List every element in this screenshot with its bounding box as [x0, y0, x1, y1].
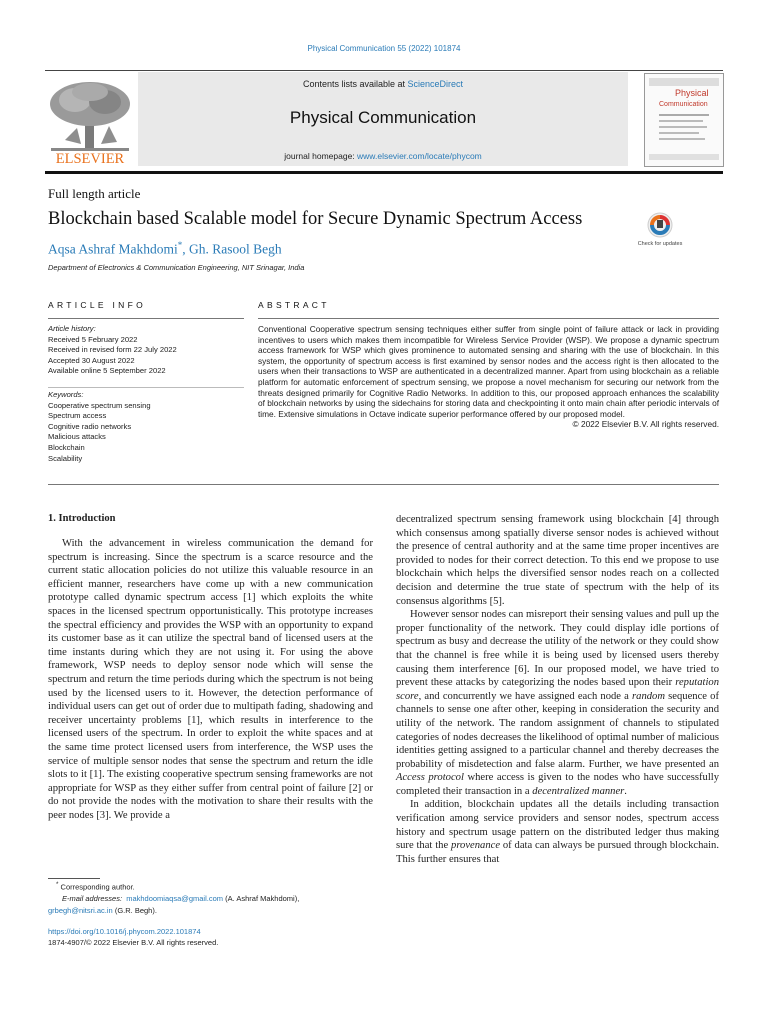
abstract-rule — [258, 318, 719, 319]
doi-block — [48, 926, 218, 948]
section-title: 1. Introduction — [48, 513, 116, 524]
email-link-2[interactable]: grbegh@nitsri.ac.in — [48, 905, 113, 915]
keyword: Malicious attacks — [48, 432, 106, 442]
email-label: E-mail addresses: — [62, 894, 123, 904]
history-item: Received in revised form 22 July 2022 — [48, 345, 177, 355]
paragraph — [396, 608, 719, 798]
footnote-marker: * — [56, 881, 59, 888]
author-1[interactable]: Aqsa Ashraf Makhdomi — [48, 241, 178, 257]
corresponding-text: Corresponding author. — [60, 882, 135, 892]
keyword: Cooperative spectrum sensing — [48, 400, 151, 410]
cover-title-2: Communication — [659, 101, 708, 108]
homepage-line — [138, 151, 628, 161]
issn-line: 1874-4907/© 2022 Elsevier B.V. All rights reserved. — [48, 938, 219, 947]
doi-link[interactable]: https://doi.org/10.1016/j.phycom.2022.101874 — [48, 927, 201, 936]
elsevier-logo[interactable] — [45, 78, 135, 167]
sciencedirect-link[interactable]: ScienceDirect — [407, 79, 464, 89]
emphasis: decentralized manner — [532, 785, 625, 797]
running-header[interactable]: Physical Communication 55 (2022) 101874 — [307, 44, 461, 53]
email-line — [48, 893, 378, 905]
author-2[interactable]: Gh. Rasool Begh — [188, 241, 282, 257]
history-item: Accepted 30 August 2022 — [48, 355, 135, 365]
emphasis: random — [632, 690, 666, 702]
front-matter-rule — [48, 484, 719, 485]
header-rule — [45, 70, 723, 71]
masthead-bottom-rule — [45, 171, 723, 174]
contents-line — [138, 79, 628, 89]
elsevier-wordmark: ELSEVIER — [55, 151, 125, 167]
check-for-updates-badge[interactable] — [637, 210, 683, 252]
email-link-1[interactable]: makhdoomiaqsa@gmail.com — [126, 894, 224, 904]
check-for-updates-icon — [637, 210, 683, 252]
text-run: In addition, blockchain updates all the details including transaction verification among service providers and sensor nodes, spectrum access history and spectrum usage pattern on the distributed ledger thus making sure that the — [396, 799, 719, 852]
abstract-text: Conventional Cooperative spectrum sensing techniques either suffer from single point of failure attack or lack in providing incentives to users which makes them incompatible for Wireless Service Provider (WSP). We propose a dynamic spectrum access framework for WSP which gives prominence to automated sensing and sharing with the use of blockchain. In this system, the opportunity of spectrum access is first examined by sensor nodes and the access right is then allocated to the users when their transactions to WSP are authenticated in a decentralized manner. Apart from using blockchain as a reliable platform for automatic enforcement of spectrum sensing, we propose a novel mechanism for securing our network from the threats designed primarily for Cognitive Radio Networks. In addition to this, our proposed approach enhances the scalability of blockchain networks by using the sidechains for storing data and checkpointing it onto main chain after periodic intervals of time. Extensive simulations in Octave indicate superior performance offered by our proposed model. — [258, 324, 719, 419]
article-history — [48, 324, 248, 377]
journal-title: Physical Communication — [289, 108, 477, 127]
abstract-heading: ABSTRACT — [258, 300, 330, 310]
check-updates-label: Check for updates — [637, 241, 683, 247]
corresponding-mark[interactable]: * — [177, 240, 183, 250]
contents-prefix: Contents lists available at — [302, 79, 408, 89]
article-info-rule — [48, 318, 244, 319]
text-run: , and concurrently we have assigned each node a — [418, 690, 633, 702]
article-title: Blockchain based Scalable model for Secure Dynamic Spectrum Access — [48, 209, 583, 229]
keyword: Cognitive radio networks — [48, 421, 132, 431]
article-type: Full length article — [48, 186, 141, 201]
text-run: where access is given to the nodes who have successfully completed their transaction in a — [396, 772, 720, 797]
homepage-prefix: journal homepage: — [284, 151, 358, 161]
homepage-link[interactable]: www.elsevier.com/locate/phycom — [357, 151, 482, 161]
email-owner-2: (G.R. Begh). — [112, 905, 157, 915]
cover-icon — [645, 74, 723, 166]
keywords-block — [48, 390, 248, 464]
journal-cover-thumbnail[interactable] — [644, 73, 724, 167]
email-line-2 — [48, 905, 378, 917]
emphasis: Access protocol — [396, 772, 464, 784]
paragraph — [396, 798, 719, 866]
footnote — [48, 879, 378, 916]
text-run: of data can always be pursued through blockchain. This further ensures that — [396, 840, 719, 865]
keyword: Blockchain — [48, 442, 85, 452]
article-info-heading: ARTICLE INFO — [48, 300, 147, 310]
history-label: Article history: — [48, 324, 96, 333]
abstract-body — [258, 324, 719, 430]
left-column — [48, 537, 373, 822]
elsevier-tree-icon — [45, 78, 135, 167]
history-item: Available online 5 September 2022 — [48, 366, 166, 376]
text-run: sequence of channels to sense one after other, keeping in consideration the security and utility of the network. The random assignment of channels to stipulated categories of nodes decreases the likelihood of optimal number of malicious identities getting assigned to a particular channel and thereby decreases the probability of misdetection and false alarm. Further, we have presented an — [396, 690, 720, 770]
history-item: Received 5 February 2022 — [48, 334, 138, 344]
paragraph: With the advancement in wireless communication the demand for spectrum is increasing. Since the spectrum is a scarce resource and the current static allocation policies do not utilize this valuable resource in an efficient manner, researchers have come up with a new communication prototype called dynamic spectrum access [1] which exploits the white spaces in the licensed spectrum opportunistically. This prototype increases the spectral efficiency and provides the WSP with an opportunity to expand its customer base as it can utilize the spectral band of licensed users at the time instants during which they are not using it. For using the above framework, WSP needs to deploy sensor node which will sense the spectrum and return the time periods during which the spectrum is not being used by the licensed users to it. However, the detection performance of individual users can get out of order due to multipath fading, shadowing and receiver uncertainty problems [1], which results in interference to the licensed users of the spectrum. In order to exploit the white spaces and at the same time protect licensed users from interference, the WSP uses the service of multiple sensor nodes that sense the spectrum and return the idle slots to it [1]. The existing cooperative spectrum sensing frameworks are not appropriate for WSP as they either suffer from central point of failure [2] or do not provide the nodes with the motivation to share their results with the peer nodes [3]. We provide a — [48, 538, 373, 821]
email-owner-1: (A. Ashraf Makhdomi), — [223, 894, 300, 904]
emphasis: provenance — [451, 840, 501, 852]
keyword: Scalability — [48, 453, 83, 463]
paragraph: decentralized spectrum sensing framework using blockchain [4] through which consensus among spatially diverse sensor nodes is achieved without the presence of central authority and at the same time proper incentives are provided to nodes for their correct detection. To this end we propose to use blockchain which helps the diversified sensor nodes reach on a collected decision and determine the true state of spectrum with the help of its consensus algorithms [5]. — [396, 514, 719, 607]
text-run: . — [624, 785, 627, 797]
author-separator: , — [182, 241, 189, 257]
text-run: However sensor nodes can misreport their sensing values and pull up the proper functionality of the network. They could display idle portions of spectrum as busy and decrease the utility of the network or they could show that the channel is free while it is being used by licensed users thereby causing them interference [6]. In our proposed model, we have tried to prevent these attacks by categorizing the nodes based upon their — [396, 609, 719, 689]
keyword: Spectrum access — [48, 411, 107, 421]
author-list — [48, 240, 282, 258]
cover-title-1: Physical — [675, 88, 709, 98]
keywords-rule — [48, 387, 244, 388]
emphasis: reputation score — [396, 677, 719, 702]
abstract-copyright: © 2022 Elsevier B.V. All rights reserved. — [572, 419, 719, 430]
keywords-label: Keywords: — [48, 390, 84, 399]
affiliation: Department of Electronics & Communication Engineering, NIT Srinagar, India — [48, 263, 305, 272]
corresponding-note — [48, 879, 378, 893]
right-column — [396, 513, 719, 866]
